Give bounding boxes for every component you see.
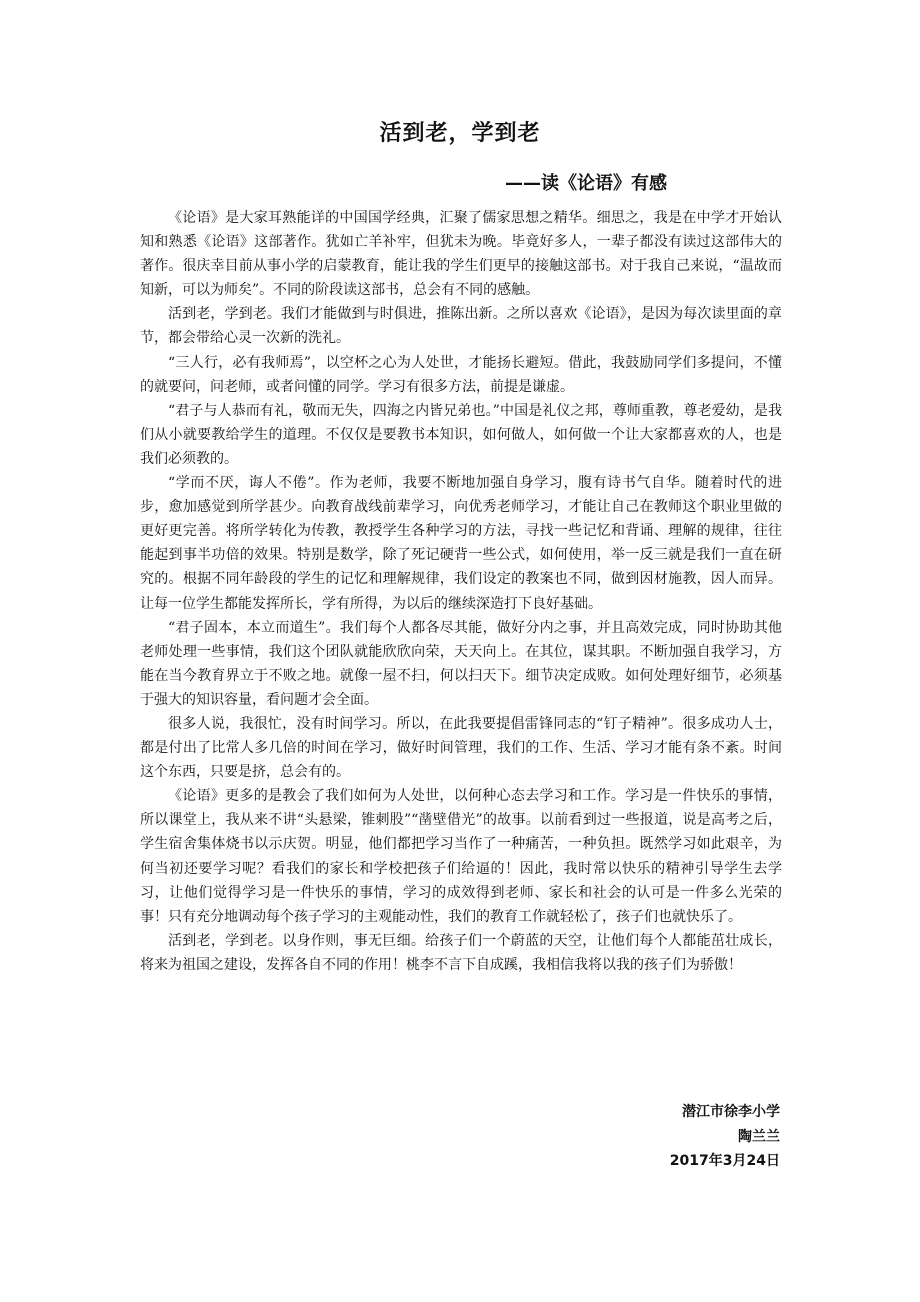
paragraph-1: 《论语》是大家耳熟能详的中国国学经典，汇聚了儒家思想之精华。细思之，我是在中学才开始认知和熟悉《论语》这部著作。犹如亡羊补牢，但犹未为晚。毕竟好多人，一辈子都没有读过这部伟大的著作。很庆幸目前从事小学的启蒙教育，能让我的学生们更早的接触这部书。对于我自己来说，“温故而知新，可以为师矣”。不同的阶段读这部书，总会有不同的感触。	[140, 210, 782, 299]
paragraph-3: “三人行，必有我师焉”，以空杯之心为人处世，才能扬长避短。借此，我鼓励同学们多提问，不懂的就要问，问老师，或者问懂的同学。学习有很多方法，前提是谦虚。	[140, 354, 782, 395]
paragraph-2: 活到老，学到老。我们才能做到与时俱进，推陈出新。之所以喜欢《论语》，是因为每次读里面的章节，都会带给心灵一次新的洗礼。	[140, 306, 782, 347]
signature-date: 2017年3月24日	[669, 1153, 780, 1169]
paragraph-8: 《论语》更多的是教会了我们如何为人处世，以何种心态去学习和工作。学习是一件快乐的事情，所以课堂上，我从来不讲“头悬梁，锥刺股”“凿壁借光”的故事。以前看到过一些报道，说是高考之后，学生宿舍集体烧书以示庆贺。明显，他们都把学习当作了一种痛苦，一种负担。既然学习如此艰辛，为何当初还要学习呢？看我们的家长和学校把孩子们给逼的！因此，我时常以快乐的精神引导学生去学习，让他们觉得学习是一件快乐的事情，学习的成效得到老师、家长和社会的认可是一件多么光荣的事！只有充分地调动每个孩子学习的主观能动性，我们的教育工作就轻松了，孩子们也就快乐了。	[140, 788, 782, 925]
paragraph-7: 很多人说，我很忙，没有时间学习。所以，在此我要提倡雷锋同志的“钉子精神”。很多成功人士，都是付出了比常人多几倍的时间在学习，做好时间管理，我们的工作、生活、学习才能有条不紊。时间这个东西，只要是挤，总会有的。	[140, 715, 782, 781]
paragraph-5: “学而不厌，诲人不倦”。作为老师，我要不断地加强自身学习，腹有诗书气自华。随着时代的进步，愈加感觉到所学甚少。向教育战线前辈学习，向优秀老师学习，才能让自己在教师这个职业里做的更好更完善。将所学转化为传教，教授学生各种学习的方法，寻找一些记忆和背诵、理解的规律，往往能起到事半功倍的效果。特别是数学，除了死记硬背一些公式，如何使用，举一反三就是我们一直在研究的。根据不同年龄段的学生的记忆和理解规律，我们设定的教案也不同，做到因材施教，因人而异。让每一位学生都能发挥所长，学有所得，为以后的继续深造打下良好基础。	[140, 475, 782, 612]
essay-subtitle: ——读《论语》有感	[505, 173, 667, 194]
signature-school: 潜江市徐李小学	[682, 1104, 780, 1120]
essay-title: 活到老，学到老	[379, 121, 541, 146]
signature-block	[670, 1100, 780, 1174]
paragraph-4: “君子与人恭而有礼，敬而无失，四海之内皆兄弟也。”中国是礼仪之邦，尊师重教，尊老爱幼，是我们从小就要教给学生的道理。不仅仅是要教书本知识，如何做人，如何做一个让大家都喜欢的人，也是我们必须教的。	[140, 402, 782, 467]
signature-author: 陶兰兰	[738, 1128, 780, 1145]
essay-body	[140, 206, 782, 977]
paragraph-6: “君子固本，本立而道生”。我们每个人都各尽其能，做好分内之事，并且高效完成，同时协助其他老师处理一些事情，我们这个团队就能欣欣向荣，天天向上。在其位，谋其职。不断加强自我学习，方能在当今教育界立于不败之地。就像一屋不扫，何以扫天下。细节决定成败。如何处理好细节，必须基于强大的知识容量，看问题才会全面。	[140, 619, 782, 708]
paragraph-9: 活到老，学到老。以身作则，事无巨细。给孩子们一个蔚蓝的天空，让他们每个人都能茁壮成长，将来为祖国之建设，发挥各自不同的作用！桃李不言下自成蹊，我相信我将以我的孩子们为骄傲！	[140, 932, 782, 973]
